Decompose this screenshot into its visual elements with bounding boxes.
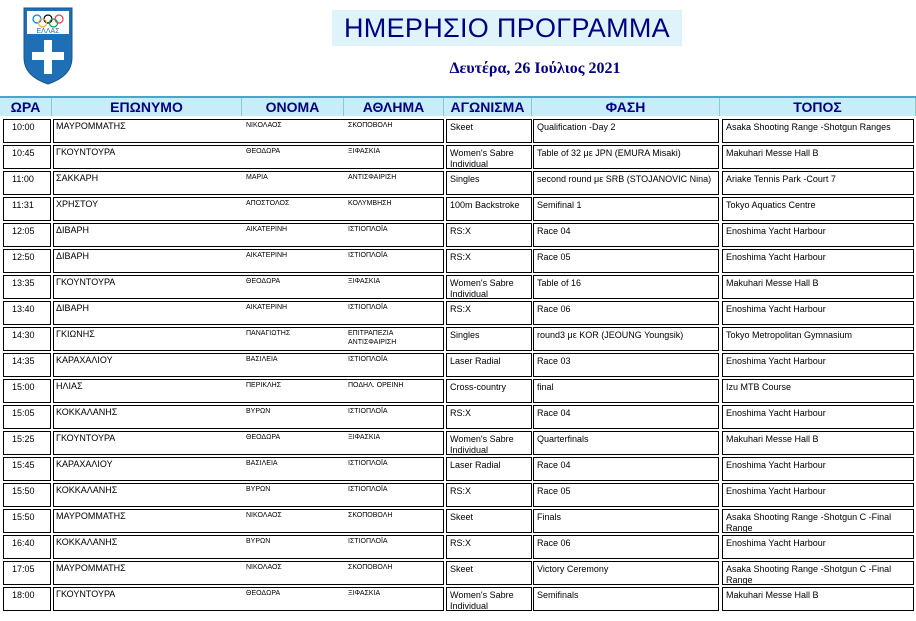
cell-time: 14:35 [3,353,51,377]
cell-sport: ΙΣΤΙΟΠΛΟΪΑ [348,538,388,545]
cell-sport: ΕΠΙΤΡΑΠΕΖΙΑ ΑΝΤΙΣΦΑΙΡΙΣΗ [348,330,397,346]
header-event: ΑΓΩΝΙΣΜΑ [444,98,532,116]
cell-event: RS:X [446,535,532,559]
cell-venue: Izu MTB Course [722,379,914,403]
cell-time: 18:00 [3,587,51,611]
cell-first-name: ΘΕΟΔΩΡΑ [246,434,281,441]
cell-surname: ΓΚΟΥΝΤΟΥΡΑ [56,433,116,443]
cell-phase: Finals [533,509,719,533]
cell-sport: ΙΣΤΙΟΠΛΟΪΑ [348,460,388,467]
table-row [0,482,916,508]
table-row [0,196,916,222]
cell-first-name: ΠΕΡΙΚΛΗΣ [246,382,282,389]
cell-first-name: ΑΠΟΣΤΟΛΟΣ [246,200,290,207]
cell-sport: ΙΣΤΙΟΠΛΟΪΑ [348,408,388,415]
schedule-date: Δευτέρα, 26 Ιούλιος 2021 [449,60,621,77]
cell-surname: ΚΑΡΑΧΑΛΙΟΥ [56,355,113,365]
cell-venue: Enoshima Yacht Harbour [722,301,914,325]
table-row [0,222,916,248]
cell-surname: ΓΚΟΥΝΤΟΥΡΑ [56,589,116,599]
header-sport: ΑΘΛΗΜΑ [344,98,444,116]
cell-phase: round3 με KOR (JEOUNG Youngsik) [533,327,719,351]
cell-first-name: ΑΙΚΑΤΕΡΙΝΗ [246,252,288,259]
cell-time: 12:05 [3,223,51,247]
cell-first-name: ΒΥΡΩΝ [246,486,271,493]
cell-venue: Ariake Tennis Park -Court 7 [722,171,914,195]
cell-phase: second round με SRB (STOJANOVIC Nina) [533,171,719,195]
cell-first-name: ΑΙΚΑΤΕΡΙΝΗ [246,226,288,233]
table-row [0,456,916,482]
cell-surname: ΔΙΒΑΡΗ [56,225,90,235]
cell-time: 15:05 [3,405,51,429]
cell-event: Women's Sabre Individual [446,587,532,611]
cell-venue: Makuhari Messe Hall B [722,431,914,455]
cell-phase: Qualification -Day 2 [533,119,719,143]
cell-time: 16:40 [3,535,51,559]
cell-sport: ΞΙΦΑΣΚΙΑ [348,590,381,597]
cell-time: 11:31 [3,197,51,221]
table-row [0,300,916,326]
table-row [0,352,916,378]
table-row [0,144,916,170]
cell-phase: Race 06 [533,301,719,325]
table-row [0,534,916,560]
cell-sport: ΞΙΦΑΣΚΙΑ [348,278,381,285]
cell-venue: Enoshima Yacht Harbour [722,457,914,481]
cell-surname: ΜΑΥΡΟΜΜΑΤΗΣ [56,563,126,573]
cell-event: Women's Sabre Individual [446,275,532,299]
table-row [0,274,916,300]
cell-time: 14:30 [3,327,51,351]
cell-first-name: ΑΙΚΑΤΕΡΙΝΗ [246,304,288,311]
cell-venue: Enoshima Yacht Harbour [722,535,914,559]
cell-first-name: ΒΑΣΙΛΕΙΑ [246,460,278,467]
cell-sport: ΣΚΟΠΟΒΟΛΗ [348,122,393,129]
cell-first-name: ΘΕΟΔΩΡΑ [246,278,281,285]
cell-surname: ΜΑΥΡΟΜΜΑΤΗΣ [56,511,126,521]
cell-sport: ΞΙΦΑΣΚΙΑ [348,148,381,155]
cell-venue: Asaka Shooting Range -Shotgun Ranges [722,119,914,143]
cell-surname: ΗΛΙΑΣ [56,381,83,391]
cell-time: 15:25 [3,431,51,455]
table-row [0,430,916,456]
cell-first-name: ΝΙΚΟΛΑΟΣ [246,122,282,129]
cell-phase: Race 06 [533,535,719,559]
cell-phase: Semifinals [533,587,719,611]
cell-venue: Enoshima Yacht Harbour [722,223,914,247]
header-phase: ΦΑΣΗ [532,98,720,116]
cell-event: Skeet [446,119,532,143]
cell-surname: ΣΑΚΚΑΡΗ [56,173,99,183]
cell-first-name: ΒΥΡΩΝ [246,408,271,415]
cell-time: 15:50 [3,483,51,507]
cell-time: 12:50 [3,249,51,273]
cell-time: 11:00 [3,171,51,195]
cell-first-name: ΒΥΡΩΝ [246,538,271,545]
cell-surname: ΜΑΥΡΟΜΜΑΤΗΣ [56,121,126,131]
cell-surname: ΚΟΚΚΑΛΑΝΗΣ [56,537,118,547]
table-header [0,96,916,116]
cell-time: 13:35 [3,275,51,299]
table-row [0,508,916,534]
cell-event: RS:X [446,223,532,247]
cell-sport: ΠΟΔΗΛ. ΟΡΕΙΝΗ [348,382,404,389]
cell-time: 13:40 [3,301,51,325]
header-first-name: ΟΝΟΜΑ [242,98,344,116]
header-surname: ΕΠΩΝΥΜΟ [52,98,242,116]
header-venue: ΤΟΠΟΣ [720,98,916,116]
hellenic-olympic-committee-logo [22,6,74,86]
cell-event: Women's Sabre Individual [446,145,532,169]
title-box [332,10,682,46]
cell-time: 15:45 [3,457,51,481]
cell-phase: Race 05 [533,483,719,507]
cell-surname: ΔΙΒΑΡΗ [56,251,90,261]
cell-phase: Race 03 [533,353,719,377]
cell-time: 17:05 [3,561,51,585]
cell-first-name: ΝΙΚΟΛΑΟΣ [246,564,282,571]
cell-surname: ΚΟΚΚΑΛΑΝΗΣ [56,407,118,417]
cell-sport: ΚΟΛΥΜΒΗΣΗ [348,200,392,207]
page-title: ΗΜΕΡΗΣΙΟ ΠΡΟΓΡΑΜΜΑ [344,12,670,43]
cell-sport: ΙΣΤΙΟΠΛΟΪΑ [348,252,388,259]
cell-venue: Tokyo Metropolitan Gymnasium [722,327,914,351]
cell-sport: ΣΚΟΠΟΒΟΛΗ [348,564,393,571]
cell-phase: Quarterfinals [533,431,719,455]
cell-sport: ΙΣΤΙΟΠΛΟΪΑ [348,226,388,233]
table-row [0,248,916,274]
cell-event: Singles [446,327,532,351]
cell-surname: ΓΚΟΥΝΤΟΥΡΑ [56,147,116,157]
cell-venue: Asaka Shooting Range -Shotgun C -Final Range [722,561,914,585]
cell-event: Women's Sabre Individual [446,431,532,455]
cell-venue: Tokyo Aquatics Centre [722,197,914,221]
cell-phase: Race 04 [533,223,719,247]
cell-phase: Table of 16 [533,275,719,299]
table-row [0,378,916,404]
cell-sport: ΙΣΤΙΟΠΛΟΪΑ [348,304,388,311]
cell-venue: Asaka Shooting Range -Shotgun C -Final Range [722,509,914,533]
cell-venue: Makuhari Messe Hall B [722,275,914,299]
cell-surname: ΧΡΗΣΤΟΥ [56,199,99,209]
cell-first-name: ΒΑΣΙΛΕΙΑ [246,356,278,363]
cell-venue: Enoshima Yacht Harbour [722,483,914,507]
cell-event: Laser Radial [446,457,532,481]
svg-text:ΕΛΛΑΣ: ΕΛΛΑΣ [36,28,60,35]
cell-time: 10:45 [3,145,51,169]
cell-phase: Victory Ceremony [533,561,719,585]
cell-sport: ΞΙΦΑΣΚΙΑ [348,434,381,441]
cell-surname: ΚΟΚΚΑΛΑΝΗΣ [56,485,118,495]
cell-first-name: ΘΕΟΔΩΡΑ [246,148,281,155]
cell-event: 100m Backstroke [446,197,532,221]
cell-event: RS:X [446,249,532,273]
cell-phase: Race 04 [533,457,719,481]
cell-surname: ΔΙΒΑΡΗ [56,303,90,313]
table-row [0,560,916,586]
cell-event: RS:X [446,301,532,325]
cell-venue: Enoshima Yacht Harbour [722,405,914,429]
table-row [0,170,916,196]
cell-venue: Enoshima Yacht Harbour [722,353,914,377]
cell-first-name: ΜΑΡΙΑ [246,174,268,181]
cell-event: Skeet [446,561,532,585]
cell-event: Skeet [446,509,532,533]
cell-phase: Table of 32 με JPN (EMURA Misaki) [533,145,719,169]
cell-sport: ΙΣΤΙΟΠΛΟΪΑ [348,486,388,493]
table-row [0,586,916,612]
table-row [0,404,916,430]
cell-event: Laser Radial [446,353,532,377]
cell-sport: ΣΚΟΠΟΒΟΛΗ [348,512,393,519]
cell-event: Singles [446,171,532,195]
cell-sport: ΙΣΤΙΟΠΛΟΪΑ [348,356,388,363]
cell-time: 10:00 [3,119,51,143]
header-time: ΩΡΑ [0,98,52,116]
table-row [0,326,916,352]
cell-venue: Enoshima Yacht Harbour [722,249,914,273]
cell-time: 15:00 [3,379,51,403]
cell-venue: Makuhari Messe Hall B [722,145,914,169]
cell-phase: final [533,379,719,403]
cell-phase: Semifinal 1 [533,197,719,221]
cell-first-name: ΠΑΝΑΓΙΩΤΗΣ [246,330,291,337]
cell-phase: Race 04 [533,405,719,429]
cell-venue: Makuhari Messe Hall B [722,587,914,611]
cell-surname: ΚΑΡΑΧΑΛΙΟΥ [56,459,113,469]
cell-phase: Race 05 [533,249,719,273]
cell-surname: ΓΚΟΥΝΤΟΥΡΑ [56,277,116,287]
cell-first-name: ΘΕΟΔΩΡΑ [246,590,281,597]
table-row [0,118,916,144]
cell-time: 15:50 [3,509,51,533]
cell-event: RS:X [446,405,532,429]
cell-surname: ΓΚΙΩΝΗΣ [56,329,95,339]
cell-event: Cross-country [446,379,532,403]
cell-event: RS:X [446,483,532,507]
cell-sport: ΑΝΤΙΣΦΑΙΡΙΣΗ [348,174,397,181]
cell-first-name: ΝΙΚΟΛΑΟΣ [246,512,282,519]
